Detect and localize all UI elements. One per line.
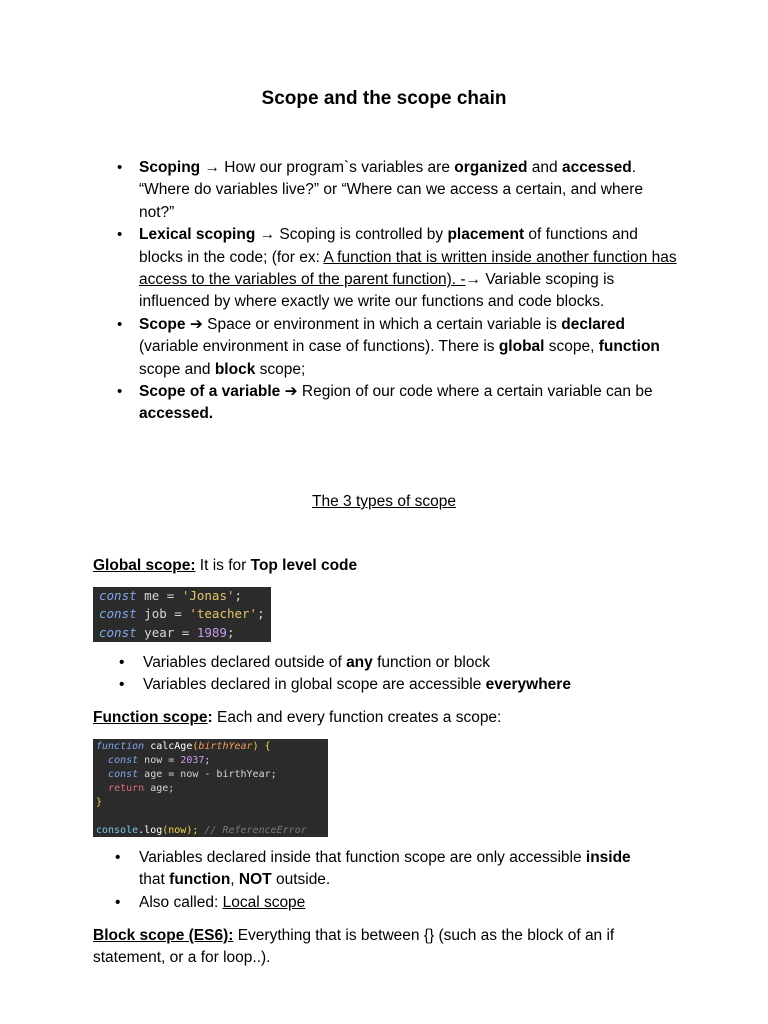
global-scope-heading: Global scope: It is for Top level code: [93, 557, 358, 574]
page-title: Scope and the scope chain: [261, 88, 507, 109]
list-item-scope: • Scope ➔ Space or environment in which a certain variable is declared (variable environment in case of functions). There is global scope, function scope and block scope;: [139, 314, 679, 381]
global-scope-list: [143, 652, 663, 697]
list-item-lexical-scoping: • Lexical scoping → Scoping is controlled by placement of functions and blocks in the code; (for ex: A function that is written inside another function has access to the variables of the parent function). -→ Variable scoping is influenced by where exactly we write our functions and code blocks.: [139, 224, 679, 314]
definition-list: [139, 157, 679, 426]
function-scope-heading: Function scope: Each and every function creates a scope:: [93, 709, 502, 726]
list-item: • Variables declared outside of any function or block: [143, 652, 663, 674]
arrow-icon: →: [204, 159, 220, 176]
arrow-icon: ➔: [189, 315, 203, 333]
list-item: • Variables declared inside that function scope are only accessible inside that function, NOT outside.: [139, 847, 659, 892]
function-scope-list: [139, 847, 659, 914]
list-item: • Variables declared in global scope are accessible everywhere: [143, 674, 663, 696]
arrow-icon: →: [259, 226, 276, 244]
function-code-snippet: function calcAge(birthYear) { const now = 2037; const age = now - birthYear; return age; } console.log(now); // ReferenceError: [93, 739, 328, 837]
list-item-scoping: • Scoping → How our program`s variables are organized and accessed. “Where do variables live?” or “Where can we access a certain, and where not?”: [139, 157, 679, 224]
arrow-icon: ➔: [284, 383, 298, 401]
list-item-scope-of-variable: • Scope of a variable ➔ Region of our code where a certain variable can be accessed.: [139, 381, 679, 426]
section-heading: The 3 types of scope: [312, 493, 456, 510]
block-scope-paragraph: Block scope (ES6): Everything that is between {} (such as the block of an if statement, or a for loop..).: [93, 927, 615, 967]
list-item: • Also called: Local scope: [139, 892, 659, 914]
global-code-snippet: const me = 'Jonas'; const job = 'teacher'; const year = 1989;: [93, 587, 271, 642]
